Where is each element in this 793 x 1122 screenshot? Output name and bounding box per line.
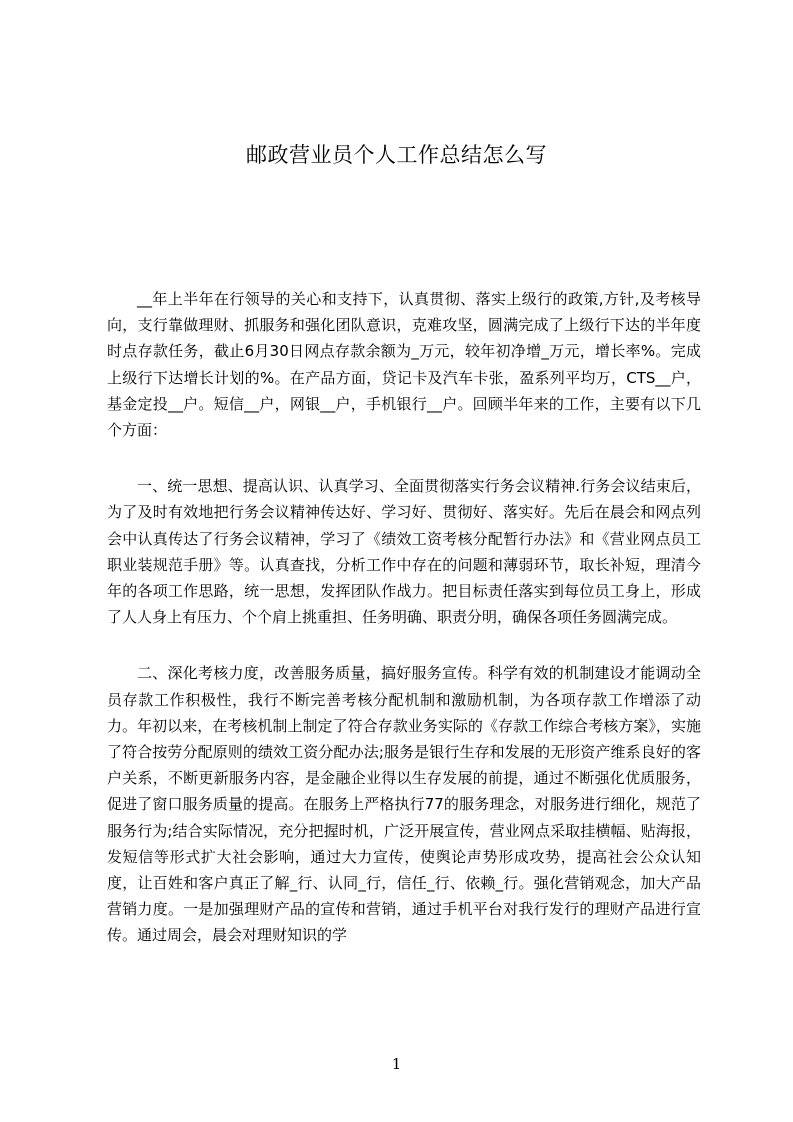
paragraph-section-1: 一、统一思想、提高认识、认真学习、全面贯彻落实行务会议精神.行务会议结束后，为了及时有效地把行务会议精神传达好、学习好、贯彻好、落实好。先后在晨会和网点列会中认真传达了行务会议精神，学习了《绩效工资考核分配暂行办法》和《营业网点员工职业装规范手册》等。认真查找，分析工作中存在的问题和薄弱环节，取长补短，理清今年的各项工作思路，统一思想，发挥团队作战力。把目标责任落实到每位员工身上，形成了人人身上有压力、个个肩上挑重担、任务明确、职责分明，确保各项任务圆满完成。 <box>107 477 701 627</box>
paragraph-section-2: 二、深化考核力度，改善服务质量，搞好服务宣传。科学有效的机制建设才能调动全员存款工作积极性，我行不断完善考核分配机制和激励机制，为各项存款工作增添了动力。年初以来，在考核机制上制定了符合存款业务实际的《存款工作综合考核方案》，实施了符合按劳分配原则的绩效工资分配办法;服务是银行生存和发展的无形资产维系良好的客户关系，不断更新服务内容，是金融企业得以生存发展的前提，通过不断强化优质服务，促进了窗口服务质量的提高。在服务上严格执行77的服务理念，对服务进行细化，规范了服务行为;结合实际情况，充分把握时机，广泛开展宣传，营业网点采取挂横幅、贴海报，发短信等形式扩大社会影响，通过大力宣传，使舆论声势形成攻势，提高社会公众认知度，让百姓和客户真正了解_行、认同_行，信任_行、依赖_行。强化营销观念，加大产品营销力度。一是加强理财产品的宣传和营销，通过手机平台对我行发行的理财产品进行宣传。通过周会，晨会对理财知识的学 <box>107 664 701 945</box>
document-title: 邮政营业员个人工作总结怎么写 <box>246 143 547 167</box>
document-body <box>107 286 701 979</box>
paragraph-intro: __年上半年在行领导的关心和支持下，认真贯彻、落实上级行的政策,方针,及考核导向，支行靠做理财、抓服务和强化团队意识，克难攻坚，圆满完成了上级行下达的半年度时点存款任务，截止6月30日网点存款余额为_万元，较年初净增_万元，增长率%。完成上级行下达增长计划的%。在产品方面，贷记卡及汽车卡张，盈系列平均万，CTS__户，基金定投__户。短信__户，网银__户，手机银行__户。回顾半年来的工作，主要有以下几个方面： <box>107 290 701 440</box>
page-number: 1 <box>391 1055 402 1073</box>
